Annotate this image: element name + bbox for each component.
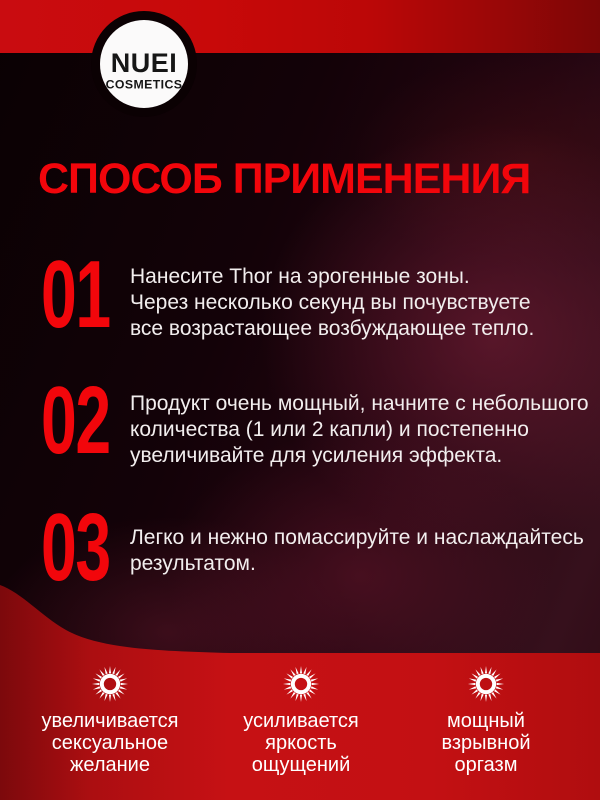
header-band — [0, 0, 600, 135]
benefit-2-line-1: усиливается — [243, 710, 359, 732]
step-1-number: 01 — [41, 241, 110, 348]
benefit-3 — [391, 665, 581, 776]
step-3-line-2: результатом. — [130, 552, 256, 575]
step-3-text — [130, 525, 590, 577]
step-1-line-2: Через несколько секунд вы почувствуете — [130, 291, 531, 314]
step-1-line-3: все возрастающее возбуждающее тепло. — [130, 317, 535, 340]
step-2-text — [130, 391, 590, 469]
benefit-1-line-1: увеличивается — [41, 710, 179, 732]
benefit-3-line-1: мощный — [447, 710, 525, 732]
benefit-1-line-3: желание — [70, 754, 150, 776]
benefit-2-line-3: ощущений — [251, 754, 351, 776]
benefit-2-line-2: яркость — [265, 732, 337, 754]
step-1-text — [130, 264, 590, 342]
benefit-1 — [10, 665, 210, 776]
step-1-line-1: Нанесите Thor на эрогенные зоны. — [130, 265, 470, 288]
step-2-line-3: увеличивайте для усиления эффекта. — [130, 444, 503, 467]
benefit-3-line-3: оргазм — [454, 754, 518, 776]
starburst-icon — [91, 665, 129, 703]
benefit-1-line-2: сексуальное — [51, 732, 169, 754]
starburst-icon — [467, 665, 505, 703]
brand-name: NUEI — [110, 48, 178, 78]
step-2-line-2: количества (1 или 2 капли) и постепенно — [130, 418, 529, 441]
benefit-3-line-2: взрывной — [441, 732, 531, 754]
step-2-number: 02 — [41, 367, 110, 474]
benefit-2 — [206, 665, 396, 776]
top-red-band — [0, 0, 600, 53]
step-3-line-1: Легко и нежно помассируйте и наслаждайтесь — [130, 526, 584, 549]
starburst-icon — [282, 665, 320, 703]
brand-subname: COSMETICS — [105, 77, 183, 92]
step-3-number: 03 — [41, 494, 110, 601]
page-title: СПОСОБ ПРИМЕНЕНИЯ — [38, 155, 531, 203]
benefits-section — [0, 585, 600, 800]
step-2-line-1: Продукт очень мощный, начните с небольшого — [130, 392, 589, 415]
